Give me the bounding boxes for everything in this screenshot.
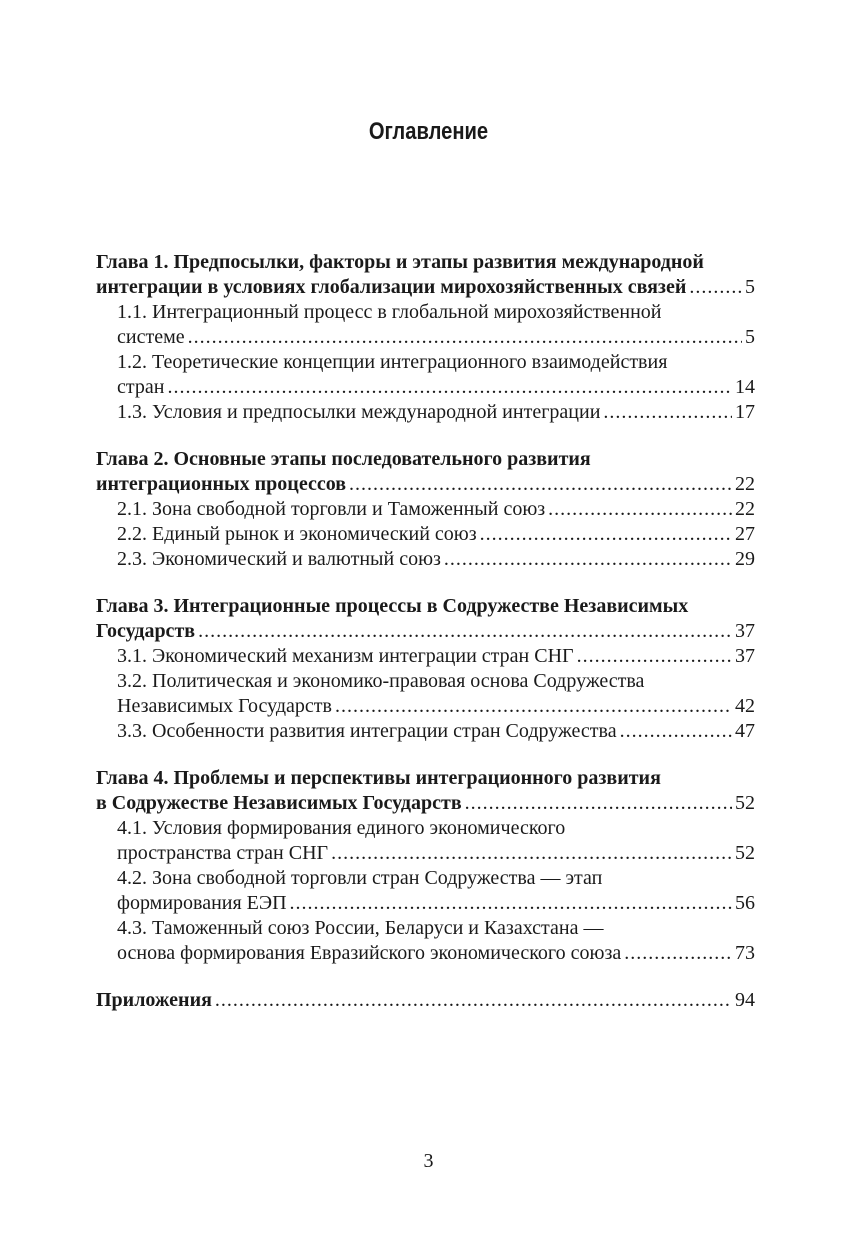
page-ref: 37 xyxy=(735,620,755,642)
section-title: 3.1. Экономический механизм интеграции стран СНГ xyxy=(117,645,574,667)
section-entry[interactable] xyxy=(96,719,755,744)
chapter-title: Глава 1. Предпосылки, факторы и этапы развития международной xyxy=(96,251,704,273)
page-ref: 47 xyxy=(735,720,755,742)
section-entry[interactable] xyxy=(96,891,755,916)
page-ref: 94 xyxy=(735,989,755,1011)
chapter-entry[interactable] xyxy=(96,275,755,300)
section-entry[interactable] xyxy=(96,547,755,572)
toc-chapter-3 xyxy=(96,594,755,744)
section-title: 2.3. Экономический и валютный союз xyxy=(117,548,441,570)
chapter-title: Глава 3. Интеграционные процессы в Содружестве Независимых xyxy=(96,595,689,617)
section-title: 2.1. Зона свободной торговли и Таможенный союз xyxy=(117,498,546,520)
section-title: 4.1. Условия формирования единого экономического xyxy=(117,817,566,839)
chapter-title-cont: интеграции в условиях глобализации мирохозяйственных связей xyxy=(96,276,687,298)
toc-chapter-1 xyxy=(96,250,755,425)
page-ref: 22 xyxy=(735,498,755,520)
page-ref: 22 xyxy=(735,473,755,495)
chapter-title-cont: Государств xyxy=(96,620,196,642)
page-ref: 52 xyxy=(735,842,755,864)
section-title: 4.3. Таможенный союз России, Беларуси и Казахстана — xyxy=(117,917,604,939)
page-ref: 17 xyxy=(735,401,755,423)
page-number: 3 xyxy=(423,1150,434,1172)
section-title: 4.2. Зона свободной торговли стран Содружества — этап xyxy=(117,867,603,889)
chapter-entry[interactable] xyxy=(96,791,755,816)
section-title-cont: пространства стран СНГ xyxy=(117,842,329,864)
section-entry[interactable] xyxy=(96,375,755,400)
toc-appendix xyxy=(96,988,755,1013)
page-ref: 5 xyxy=(745,326,755,348)
page-ref: 29 xyxy=(735,548,755,570)
appendix-title: Приложения xyxy=(96,989,212,1011)
section-title-cont: Независимых Государств xyxy=(117,695,332,717)
page-ref: 37 xyxy=(735,645,755,667)
section-entry[interactable] xyxy=(96,644,755,669)
section-entry[interactable] xyxy=(96,325,755,350)
page-title: Оглавление xyxy=(368,118,489,145)
section-title: 1.1. Интеграционный процесс в глобальной мирохозяйственной xyxy=(117,301,662,323)
section-title-cont: системе xyxy=(117,326,185,348)
section-title: 3.3. Особенности развития интеграции стран Содружества xyxy=(117,720,617,742)
section-title-cont: основа формирования Евразийского экономического союза xyxy=(117,942,622,964)
section-title-cont: стран xyxy=(117,376,165,398)
chapter-title: Глава 4. Проблемы и перспективы интеграционного развития xyxy=(96,767,661,789)
section-entry[interactable] xyxy=(96,522,755,547)
section-title: 1.3. Условия и предпосылки международной интеграции xyxy=(117,401,601,423)
toc-chapter-4 xyxy=(96,766,755,966)
page-ref: 52 xyxy=(735,792,755,814)
section-title-cont: формирования ЕЭП xyxy=(117,892,287,914)
chapter-entry[interactable] xyxy=(96,619,755,644)
chapter-title-cont: интеграционных процессов xyxy=(96,473,347,495)
page-ref: 56 xyxy=(735,892,755,914)
section-title: 1.2. Теоретические концепции интеграционного взаимодействия xyxy=(117,351,668,373)
page-ref: 73 xyxy=(735,942,755,964)
table-of-contents xyxy=(96,250,755,1035)
section-entry[interactable] xyxy=(96,694,755,719)
page-ref: 14 xyxy=(735,376,755,398)
section-entry[interactable] xyxy=(96,400,755,425)
section-entry[interactable] xyxy=(96,497,755,522)
chapter-entry[interactable] xyxy=(96,472,755,497)
toc-chapter-2 xyxy=(96,447,755,572)
chapter-title-cont: в Содружестве Независимых Государств xyxy=(96,792,462,814)
chapter-title: Глава 2. Основные этапы последовательного развития xyxy=(96,448,591,470)
section-title: 3.2. Политическая и экономико-правовая основа Содружества xyxy=(117,670,645,692)
page-ref: 27 xyxy=(735,523,755,545)
section-title: 2.2. Единый рынок и экономический союз xyxy=(117,523,477,545)
page-ref: 42 xyxy=(735,695,755,717)
section-entry[interactable] xyxy=(96,841,755,866)
page-ref: 5 xyxy=(745,276,755,298)
section-entry[interactable] xyxy=(96,941,755,966)
appendix-entry[interactable] xyxy=(96,988,755,1013)
